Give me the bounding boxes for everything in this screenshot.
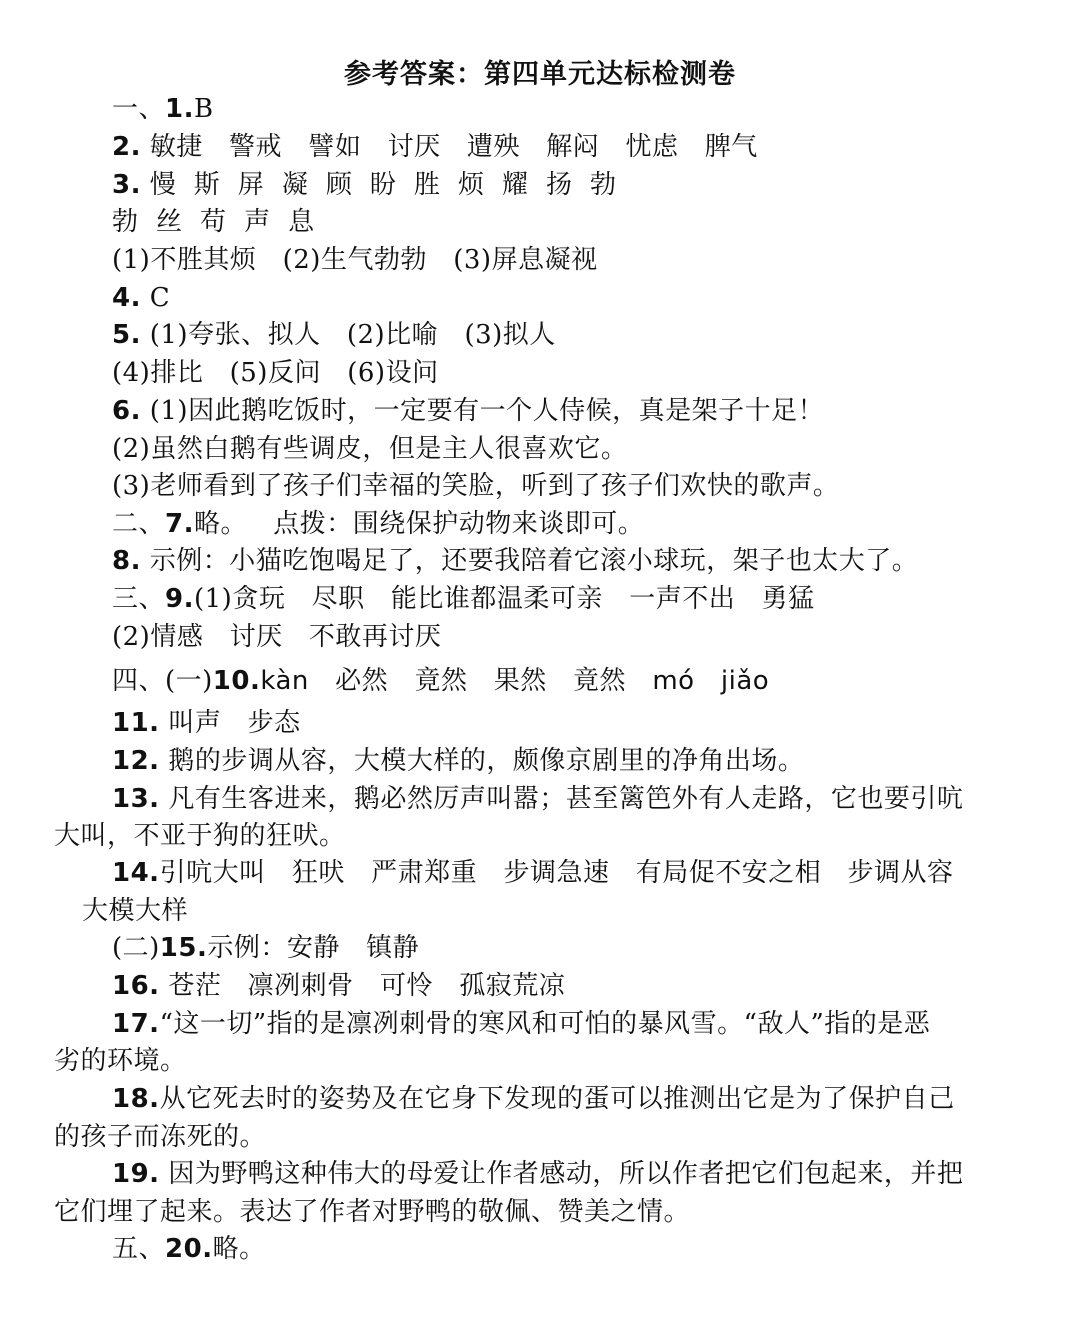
question-number: 2. [112, 132, 141, 162]
answer-line [112, 664, 769, 698]
answer-text: (1)夸张、拟人 (2)比喻 (3)拟人 [140, 320, 556, 350]
section-prefix: 二、 [112, 509, 166, 539]
answer-line [112, 931, 419, 965]
answer-text: (2)情感 讨厌 不敢再讨厌 [112, 622, 442, 652]
answer-text: 叫声 步态 [159, 708, 301, 738]
answer-line [112, 744, 804, 778]
question-number: 6. [112, 396, 141, 426]
answer-line [54, 1195, 690, 1229]
answer-line [112, 507, 644, 541]
answer-line [112, 469, 839, 503]
answer-text: 勃 丝 苟 声 息 [112, 207, 315, 237]
question-number: 7. [165, 509, 194, 539]
section-prefix: 五、 [112, 1234, 166, 1264]
answer-text: kàn 必然 竟然 果然 竟然 mó jiǎo [260, 666, 770, 696]
question-number: 17. [112, 1009, 160, 1039]
answer-line [112, 782, 963, 816]
question-number: 19. [112, 1159, 160, 1189]
question-number: 9. [165, 584, 194, 614]
question-number: 12. [112, 746, 160, 776]
section-prefix: 三、 [112, 584, 166, 614]
answer-text: 略。 [212, 1234, 266, 1264]
answer-line [112, 1082, 955, 1116]
answer-text: 大叫，不亚于狗的狂吠。 [54, 821, 346, 851]
answer-text: 敏捷 警戒 譬如 讨厌 遭殃 解闷 忧虑 脾气 [140, 132, 758, 162]
question-number: 3. [112, 170, 141, 200]
answer-text: 示例：小猫吃饱喝足了，还要我陪着它滚小球玩，架子也太大了。 [140, 546, 919, 576]
answer-text: B [193, 94, 214, 124]
question-number: 15. [159, 933, 208, 963]
answer-text: 苍茫 凛冽刺骨 可怜 孤寂荒凉 [159, 971, 566, 1001]
answer-text: (4)排比 (5)反问 (6)设问 [112, 358, 439, 388]
answer-line [54, 1044, 187, 1078]
answer-text: (2)虽然白鹅有些调皮，但是主人很喜欢它。 [112, 434, 628, 464]
answer-line [54, 1120, 266, 1154]
answer-text: 略。 点拨：围绕保护动物来谈即可。 [193, 509, 645, 539]
answer-line [112, 544, 918, 578]
question-number: 5. [112, 320, 141, 350]
answer-text: 劣的环境。 [54, 1046, 187, 1076]
section-prefix: (二) [112, 933, 160, 963]
answer-text: (3)老师看到了孩子们幸福的笑脸，听到了孩子们欢快的歌声。 [112, 471, 840, 501]
question-number: 20. [165, 1234, 213, 1264]
question-number: 4. [112, 283, 141, 313]
answer-text: 鹅的步调从容，大模大样的，颇像京剧里的净角出场。 [159, 746, 805, 776]
answer-line [112, 281, 170, 315]
answer-text: (1)因此鹅吃饭时，一定要有一个人侍候，真是架子十足！ [140, 396, 825, 426]
answer-line [112, 582, 815, 616]
question-number: 13. [112, 784, 160, 814]
answer-line [112, 1232, 266, 1266]
answer-line [112, 130, 758, 164]
question-number: 10. [212, 666, 261, 696]
answer-text: (1)贪玩 尽职 能比谁都温柔可亲 一声不出 勇猛 [193, 584, 815, 614]
question-number: 16. [112, 971, 160, 1001]
answer-text: 慢 斯 屏 凝 顾 盼 胜 烦 耀 扬 勃 [140, 170, 617, 200]
answer-line [112, 394, 824, 428]
answer-line [112, 356, 439, 390]
answer-line [112, 856, 954, 890]
answer-text: C [140, 283, 171, 313]
section-prefix: 四、(一) [112, 666, 213, 696]
answer-text: (1)不胜其烦 (2)生气勃勃 (3)屏息凝视 [112, 245, 598, 275]
question-number: 11. [112, 708, 160, 738]
answer-text: 它们埋了起来。表达了作者对野鸭的敬佩、赞美之情。 [54, 1197, 691, 1227]
answer-line [112, 969, 565, 1003]
answer-line [112, 92, 214, 126]
answer-line [112, 432, 627, 466]
answer-text: 因为野鸭这种伟大的母爱让作者感动，所以作者把它们包起来，并把 [159, 1159, 964, 1189]
answer-line [112, 318, 556, 352]
answer-text: 示例：安静 镇静 [207, 933, 420, 963]
answer-line [112, 243, 598, 277]
answer-line [112, 1007, 930, 1041]
answer-line [112, 205, 315, 239]
answer-text: 从它死去时的姿势及在它身下发现的蛋可以推测出它是为了保护自己 [159, 1084, 955, 1114]
answer-text: “这一切”指的是凛冽刺骨的寒风和可怕的暴风雪。“敌人”指的是恶 [159, 1009, 931, 1039]
answer-line [82, 894, 188, 928]
answer-text: 凡有生客进来，鹅必然厉声叫嚣；甚至篱笆外有人走路，它也要引吭 [159, 784, 964, 814]
answer-text: 大模大样 [82, 896, 189, 926]
answer-line [54, 819, 346, 853]
question-number: 14. [112, 858, 160, 888]
answer-line [112, 168, 617, 202]
question-number: 18. [112, 1084, 160, 1114]
question-number: 1. [165, 94, 194, 124]
answer-text: 的孩子而冻死的。 [54, 1122, 267, 1152]
section-prefix: 一、 [112, 94, 166, 124]
page-title: 参考答案：第四单元达标检测卷 [344, 59, 736, 90]
answer-line [112, 1157, 963, 1191]
answer-line [112, 706, 301, 740]
answer-line [112, 620, 441, 654]
question-number: 8. [112, 546, 141, 576]
answer-text: 引吭大叫 狂吠 严肃郑重 步调急速 有局促不安之相 步调从容 [159, 858, 954, 888]
